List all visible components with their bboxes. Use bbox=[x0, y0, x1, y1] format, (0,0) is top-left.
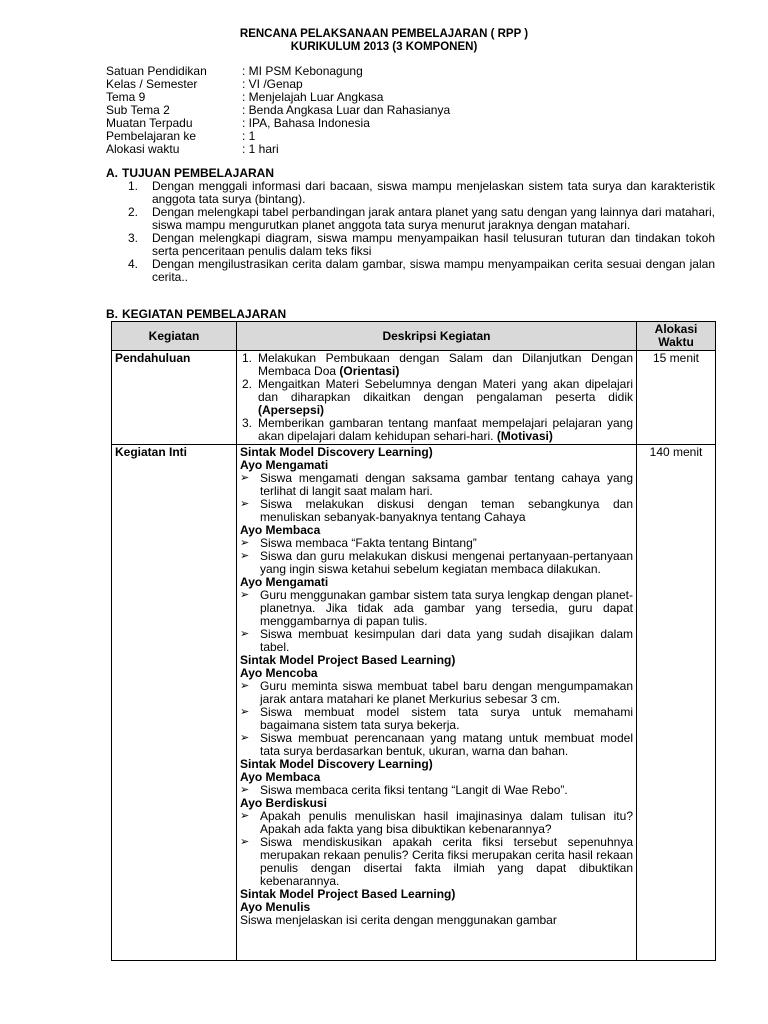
activity-bullets bbox=[240, 680, 633, 758]
pendahuluan-tag: (Orientasi) bbox=[339, 364, 400, 378]
activity-bullet-text: Siswa mendiskusikan apakah cerita fiksi tersebut sepenuhnya merupakan rekaan penulis? Cerita fiksi merupakan cerita hasil rekaan penulis dengan disertai fakta ilmiah yang dapat dibuktikan kebenarannya. bbox=[260, 835, 633, 888]
activity-heading: Ayo Menulis bbox=[240, 900, 311, 914]
identity-key: Satuan Pendidikan bbox=[106, 64, 207, 78]
activity-heading: Ayo Mengamati bbox=[240, 575, 329, 589]
inti-label: Kegiatan Inti bbox=[115, 445, 188, 459]
objective-item bbox=[106, 232, 715, 258]
activity-heading: Ayo Mencoba bbox=[240, 666, 318, 680]
pendahuluan-text: Memberikan gambaran tentang manfaat mempelajari pelajaran yang akan dipelajari dalam kehidupan sehari-hari. bbox=[258, 416, 633, 443]
identity-value: : Benda Angkasa Luar dan Rahasianya bbox=[242, 103, 451, 117]
activity-bullet-text: Apakah penulis menuliskan hasil imajinasinya dalam tulisan itu? Apakah ada fakta yang bisa dibuktikan kebenarannya? bbox=[260, 809, 633, 836]
activity-heading: Sintak Model Discovery Learning) bbox=[240, 446, 433, 459]
activity-heading: Ayo Mengamati bbox=[240, 458, 329, 472]
activity-heading: Sintak Model Project Based Learning) bbox=[240, 887, 456, 901]
arrow-bullet-icon: ➢ bbox=[240, 784, 250, 796]
identity-table bbox=[106, 65, 450, 156]
section-a-title: TUJUAN PEMBELAJARAN bbox=[122, 166, 275, 180]
arrow-bullet-icon: ➢ bbox=[240, 810, 250, 822]
activities-table bbox=[111, 321, 716, 961]
arrow-bullet-icon: ➢ bbox=[240, 680, 250, 692]
objectives-list bbox=[106, 180, 715, 284]
section-b-heading bbox=[106, 308, 286, 321]
activity-bullet bbox=[240, 680, 633, 706]
objective-item bbox=[106, 258, 715, 284]
identity-value: : 1 hari bbox=[242, 142, 279, 156]
pendahuluan-item bbox=[240, 417, 633, 443]
identity-key: Pembelajaran ke bbox=[106, 129, 197, 143]
pendahuluan-label: Pendahuluan bbox=[115, 351, 191, 365]
arrow-bullet-icon: ➢ bbox=[240, 628, 250, 640]
activities-header-row bbox=[112, 322, 716, 351]
pendahuluan-text: Melakukan Pembukaan dengan Salam dan Dilanjutkan Dengan Membaca Doa bbox=[258, 351, 633, 378]
pendahuluan-text: Mengaitkan Materi Sebelumnya dengan Materi yang akan dipelajari dan diharapkan dikaitkan dengan pengalaman peserta didik bbox=[258, 377, 633, 404]
arrow-bullet-icon: ➢ bbox=[240, 550, 250, 562]
activity-bullet-text: Siswa membuat perencanaan yang matang untuk membuat model tata surya berdasarkan bentuk, ukuran, warna dan bahan. bbox=[260, 731, 633, 758]
activity-bullet bbox=[240, 498, 633, 524]
identity-key: Kelas / Semester bbox=[106, 77, 198, 91]
document-subtitle: KURIKULUM 2013 (3 KOMPONEN) bbox=[290, 41, 478, 53]
objective-text: Dengan melengkapi diagram, siswa mampu menyampaikan hasil telusuran tuturan dan tindakan tokoh serta penceritaan penulis dalam teks fiksi bbox=[152, 231, 715, 258]
activity-bullet-text: Siswa membuat model sistem tata surya untuk memahami bagaimana sistem tata surya bekerja. bbox=[260, 705, 633, 732]
activity-text: Siswa menjelaskan isi cerita dengan menggunakan gambar bbox=[240, 913, 557, 927]
row-pendahuluan bbox=[112, 351, 716, 445]
activity-bullet-text: Siswa dan guru melakukan diskusi mengenai pertanyaan-pertanyaan yang ingin siswa ketahui sebelum kegiatan membaca dilakukan. bbox=[260, 549, 633, 576]
activity-bullet bbox=[240, 706, 633, 732]
objective-number: 1. bbox=[128, 179, 139, 193]
objective-number: 4. bbox=[128, 257, 139, 271]
section-b-title: KEGIATAN PEMBELAJARAN bbox=[122, 307, 287, 321]
activity-bullet bbox=[240, 836, 633, 888]
activity-bullets bbox=[240, 537, 633, 576]
section-a-letter: A. bbox=[106, 166, 118, 180]
pendahuluan-tag: (Apersepsi) bbox=[258, 403, 325, 417]
activity-heading: Ayo Membaca bbox=[240, 523, 321, 537]
activity-heading: Sintak Model Discovery Learning) bbox=[240, 757, 433, 771]
arrow-bullet-icon: ➢ bbox=[240, 732, 250, 744]
activity-bullet bbox=[240, 628, 633, 654]
pendahuluan-number: 3. bbox=[242, 416, 253, 430]
pendahuluan-list bbox=[240, 352, 633, 443]
objective-number: 3. bbox=[128, 231, 139, 245]
activity-heading: Ayo Berdiskusi bbox=[240, 796, 327, 810]
activity-bullet-text: Siswa melakukan diskusi dengan teman sebangkunya dan menuliskan sebanyak-banyaknya tentang Cahaya bbox=[260, 497, 633, 524]
activity-bullet bbox=[240, 784, 633, 797]
header-deskripsi: Deskripsi Kegiatan bbox=[237, 322, 637, 351]
pendahuluan-number: 1. bbox=[242, 351, 253, 365]
activity-bullets bbox=[240, 810, 633, 888]
identity-value: : IPA, Bahasa Indonesia bbox=[242, 116, 370, 130]
identity-row bbox=[106, 143, 450, 156]
identity-value: : MI PSM Kebonagung bbox=[242, 64, 363, 78]
inti-time: 140 menit bbox=[637, 445, 716, 961]
pendahuluan-item bbox=[240, 378, 633, 417]
identity-value: : VI /Genap bbox=[242, 77, 303, 91]
activity-bullet-text: Siswa membaca cerita fiksi tentang “Langit di Wae Rebo”. bbox=[260, 783, 568, 797]
arrow-bullet-icon: ➢ bbox=[240, 498, 250, 510]
section-b-letter: B. bbox=[106, 307, 118, 321]
pendahuluan-tag: (Motivasi) bbox=[496, 429, 553, 443]
arrow-bullet-icon: ➢ bbox=[240, 537, 250, 549]
activity-heading: Ayo Membaca bbox=[240, 770, 321, 784]
objective-item bbox=[106, 180, 715, 206]
objective-text: Dengan menggali informasi dari bacaan, siswa mampu menjelaskan sistem tata surya dan karakteristik anggota tata surya (bintang). bbox=[152, 179, 715, 206]
pendahuluan-number: 2. bbox=[242, 377, 253, 391]
objective-text: Dengan melengkapi tabel perbandingan jarak antara planet yang satu dengan yang lainnya dari matahari, siswa mampu mengurutkan planet anggota tata surya menurut jaraknya dengan matahari. bbox=[152, 205, 715, 232]
inti-description bbox=[240, 446, 633, 959]
header-alokasi: Alokasi Waktu bbox=[637, 322, 716, 351]
identity-key: Alokasi waktu bbox=[106, 142, 180, 156]
objective-number: 2. bbox=[128, 205, 139, 219]
row-kegiatan-inti bbox=[112, 445, 716, 961]
arrow-bullet-icon: ➢ bbox=[240, 472, 250, 484]
pendahuluan-time: 15 menit bbox=[637, 351, 716, 445]
pendahuluan-item bbox=[240, 352, 633, 378]
activity-bullet-text: Siswa membuat kesimpulan dari data yang sudah disajikan dalam tabel. bbox=[260, 627, 633, 654]
activity-heading: Sintak Model Project Based Learning) bbox=[240, 653, 456, 667]
identity-value: : Menjelajah Luar Angkasa bbox=[242, 90, 384, 104]
objective-text: Dengan mengilustrasikan cerita dalam gambar, siswa mampu menyampaikan cerita sesuai dengan jalan cerita.. bbox=[152, 257, 715, 284]
activity-bullet bbox=[240, 810, 633, 836]
identity-value: : 1 bbox=[242, 129, 256, 143]
identity-key: Muatan Terpadu bbox=[106, 116, 193, 130]
activity-bullet-text: Siswa membaca “Fakta tentang Bintang” bbox=[260, 536, 477, 550]
arrow-bullet-icon: ➢ bbox=[240, 589, 250, 601]
identity-key: Tema 9 bbox=[106, 90, 146, 104]
arrow-bullet-icon: ➢ bbox=[240, 836, 250, 848]
activity-bullets bbox=[240, 589, 633, 654]
identity-key: Sub Tema 2 bbox=[106, 103, 170, 117]
activity-bullet bbox=[240, 589, 633, 628]
arrow-bullet-icon: ➢ bbox=[240, 706, 250, 718]
document-title: RENCANA PELAKSANAAN PEMBELAJARAN ( RPP ) bbox=[239, 28, 529, 40]
activity-bullet bbox=[240, 732, 633, 758]
activity-bullets bbox=[240, 784, 633, 797]
activity-bullet-text: Siswa mengamati dengan saksama gambar tentang cahaya yang terlihat di langit saat malam hari. bbox=[260, 471, 633, 498]
objective-item bbox=[106, 206, 715, 232]
activity-bullets bbox=[240, 472, 633, 524]
activity-bullet-text: Guru meminta siswa membuat tabel baru dengan mengumpamakan jarak antara matahari ke planet Merkurius sebesar 3 cm. bbox=[260, 679, 633, 706]
header-kegiatan: Kegiatan bbox=[112, 322, 237, 351]
activity-bullet bbox=[240, 472, 633, 498]
activity-bullet-text: Guru menggunakan gambar sistem tata surya lengkap dengan planet-planetnya. Jika tidak ada gambar yang tersedia, guru dapat menggambarnya di papan tulis. bbox=[260, 588, 633, 628]
activity-bullet bbox=[240, 550, 633, 576]
